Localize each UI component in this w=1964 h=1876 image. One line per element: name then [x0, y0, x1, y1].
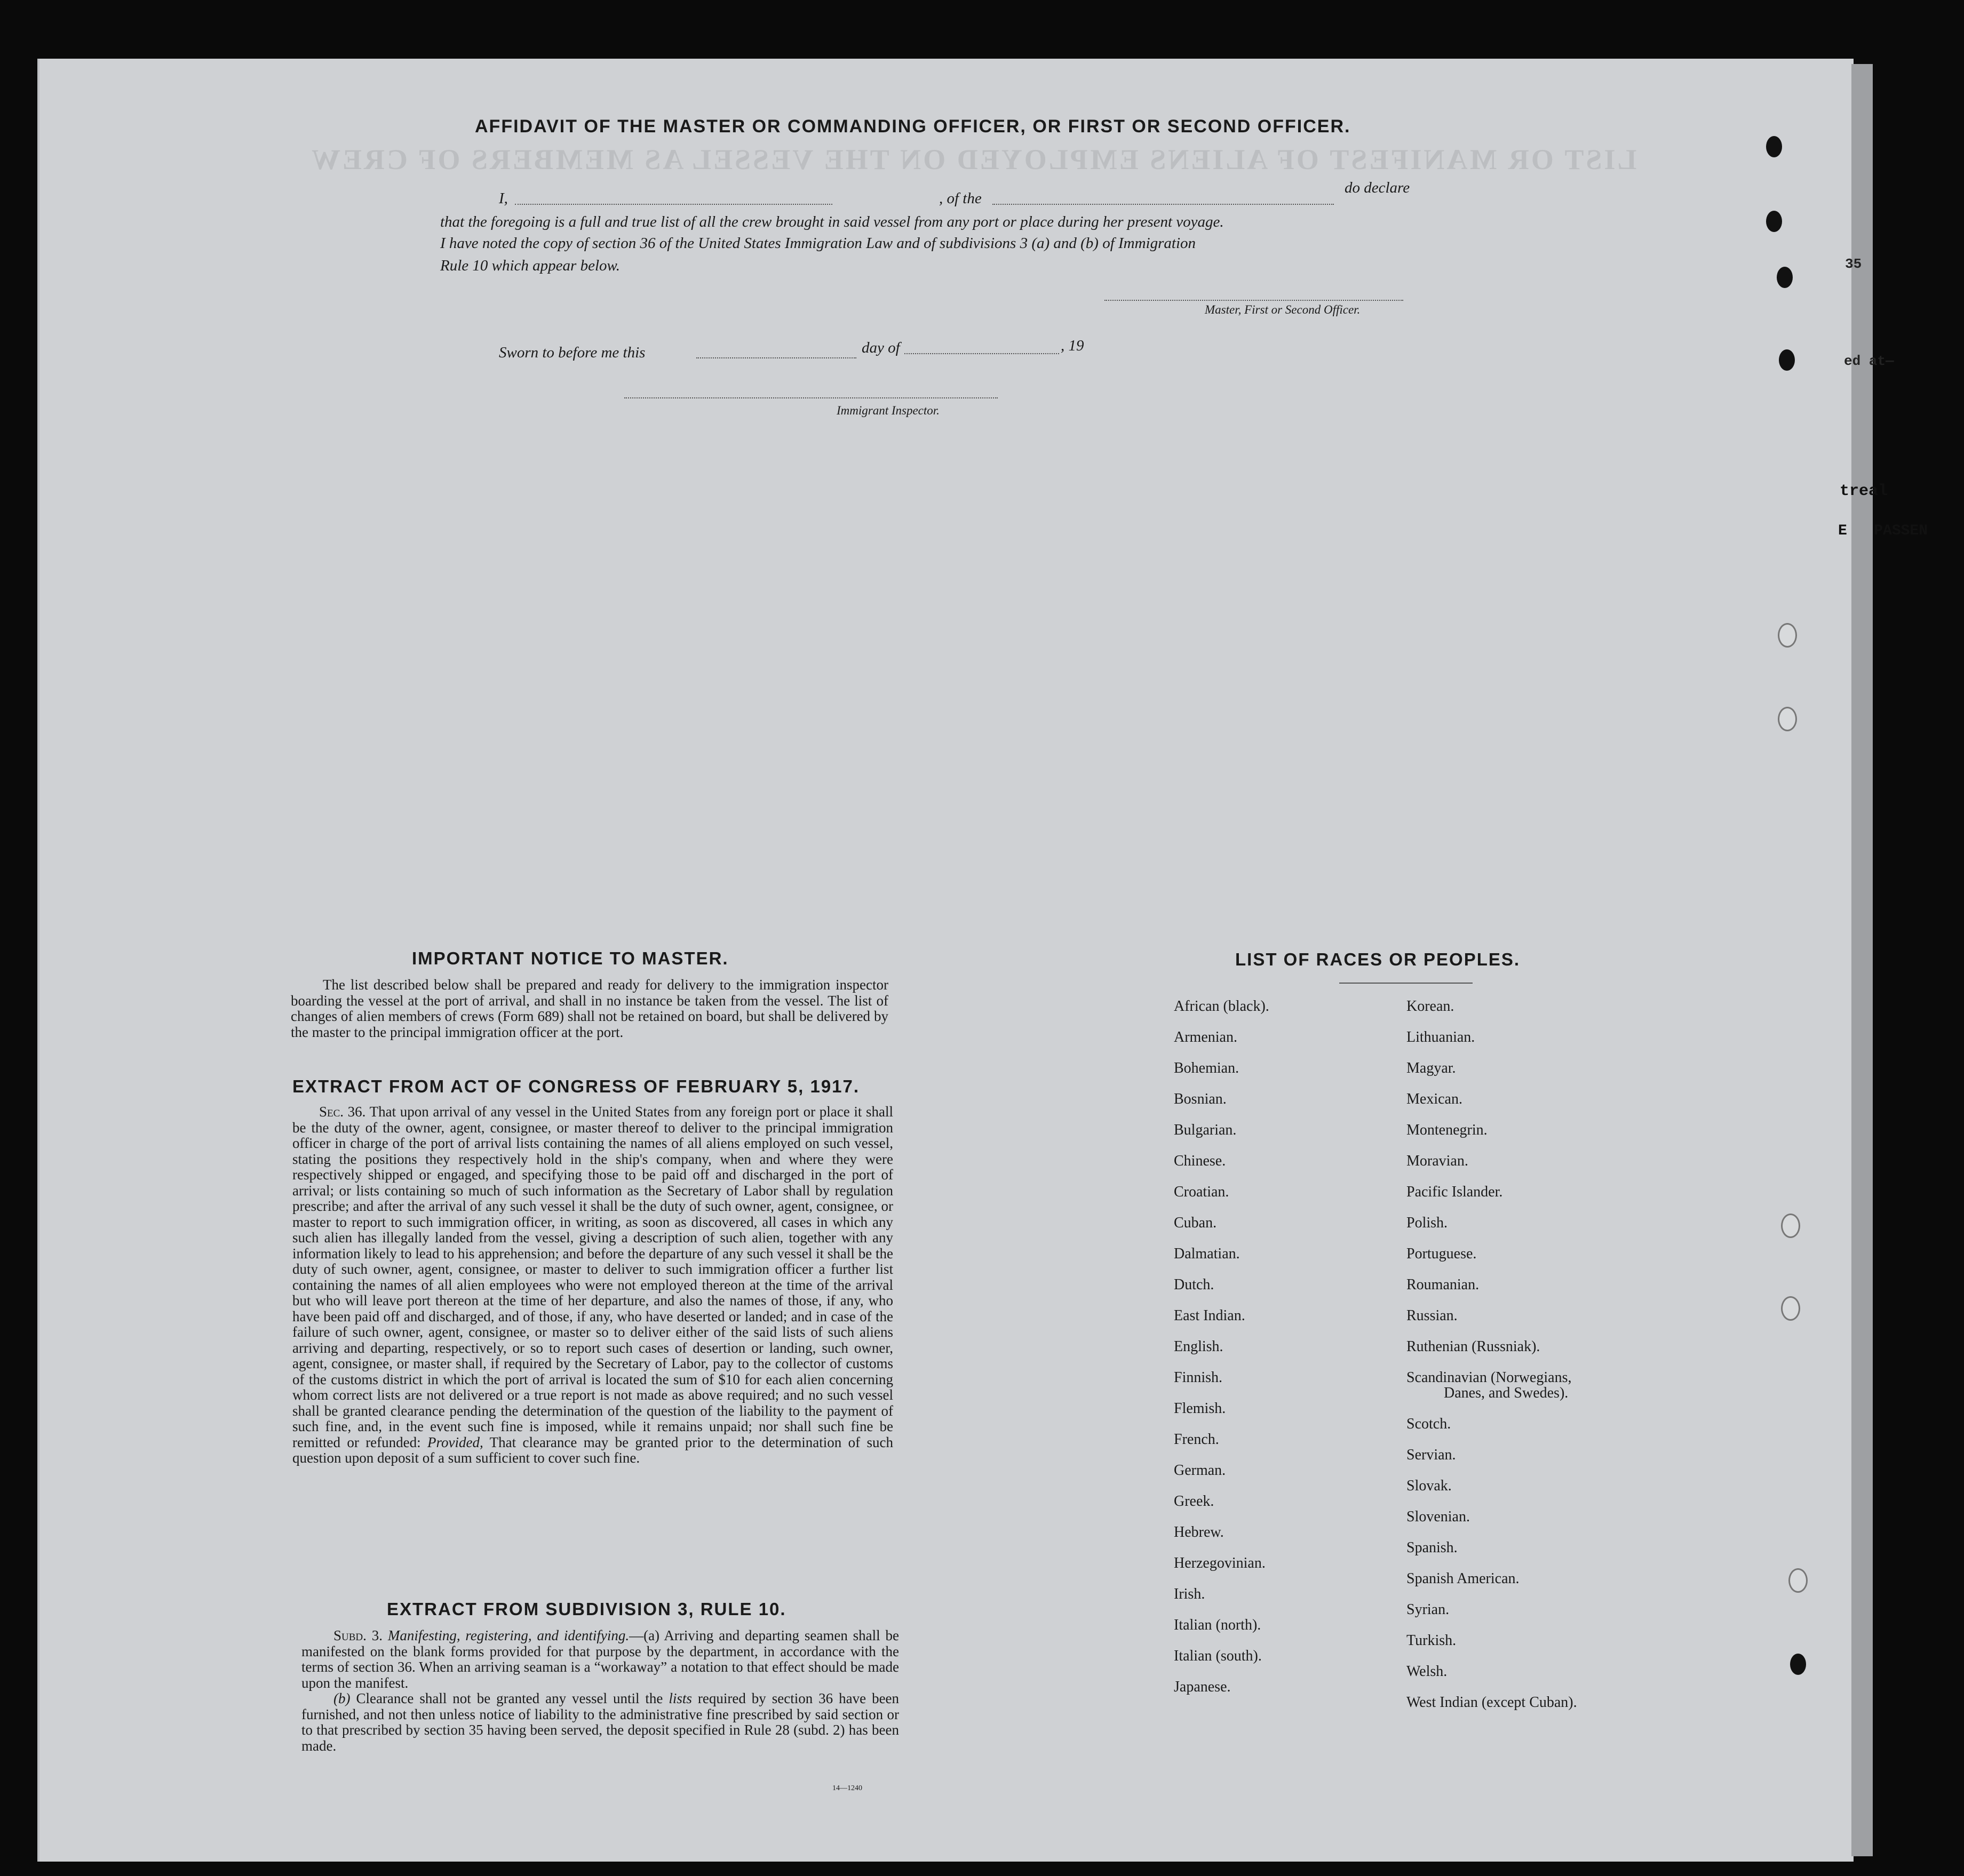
subd-b-text1: Clearance shall not be granted any vessel until the [356, 1690, 663, 1706]
affidavit-vessel-blank [992, 204, 1334, 205]
race-item: Russian. [1406, 1307, 1458, 1324]
race-item: Scotch. [1406, 1416, 1451, 1432]
master-label: Master, First or Second Officer. [1205, 303, 1361, 316]
rule-b [301, 1691, 899, 1754]
notice-text: The list described below shall be prepared and ready for delivery to the immigration inspector boarding the vessel at the port of arrival, and shall in no instance be taken from the vessel. The list of changes of alien members of crews (Form 689) shall not be retained on board, but shall be delivered by the master to the principal immigration officer at the port. [291, 977, 888, 1040]
race-item: Armenian. [1174, 1029, 1237, 1045]
extract-act-text [292, 1104, 893, 1466]
race-item: Servian. [1406, 1447, 1456, 1463]
inspector-signature-line [624, 397, 998, 398]
race-item: Greek. [1174, 1493, 1214, 1510]
affidavit-name-blank [515, 204, 832, 205]
extract-act-body [292, 1104, 893, 1466]
subd-b-text2: required by section 36 have been furnished, and not then unless notice of liability to the administrative fine prescribed by said section or to that prescribed by section 35 having been served, the deposit specified in Rule 28 (subd. 2) has been made. [301, 1690, 900, 1754]
punch-hole [1777, 267, 1793, 288]
punch-hole [1781, 1296, 1800, 1321]
subd-b-label: (b) [333, 1690, 351, 1706]
sec-body-end: That clearance may be granted prior to the determination of such question upon deposit of a sum sufficient to cover such fine. [292, 1434, 893, 1466]
extract-rule-title: EXTRACT FROM SUBDIVISION 3, RULE 10. [387, 1599, 786, 1619]
race-item: Roumanian. [1406, 1276, 1480, 1293]
subd-a-text: —(a) Arriving and departing seamen shall be manifested on the blank forms provided for that purpose by the department, in accordance with the terms of section 36. When an arriving seaman is a “workaway” a notation to that effect should be made upon the manifest. [301, 1627, 899, 1691]
subd-label: Subd. 3. [333, 1627, 383, 1643]
bleed-right-treal: treal [1840, 482, 1888, 500]
race-item: English. [1174, 1338, 1223, 1355]
form-number: 14—1240 [832, 1784, 862, 1792]
race-item: Scandinavian (Norwegians, [1406, 1369, 1572, 1386]
punch-hole [1766, 136, 1782, 157]
bleed-through-title: LIST OR MANIFEST OF ALIENS EMPLOYED ON THE VESSEL AS MEMBERS OF CREW [309, 143, 1637, 175]
race-item: Bulgarian. [1174, 1122, 1237, 1138]
race-item: African (black). [1174, 998, 1269, 1015]
race-item: Montenegrin. [1406, 1122, 1488, 1138]
race-item: Mexican. [1406, 1091, 1462, 1107]
race-item: French. [1174, 1431, 1219, 1448]
race-item: Bosnian. [1174, 1091, 1227, 1107]
sworn-day-blank [696, 357, 856, 358]
affidavit-line1-of-the: , of the [939, 190, 982, 207]
race-item: Welsh. [1406, 1663, 1448, 1680]
document-page [37, 59, 1854, 1862]
notice-title: IMPORTANT NOTICE TO MASTER. [412, 948, 729, 968]
affidavit-title: AFFIDAVIT OF THE MASTER OR COMMANDING OFFICER, OR FIRST OR SECOND OFFICER. [475, 116, 1351, 137]
extract-rule-body [301, 1628, 899, 1754]
races-column-2 [1406, 991, 1577, 1718]
race-item: Croatian. [1174, 1184, 1229, 1200]
race-item: Hebrew. [1174, 1524, 1224, 1540]
races-title: LIST OF RACES OR PEOPLES. [1235, 949, 1521, 969]
race-item: Magyar. [1406, 1060, 1456, 1076]
subd-title: Manifesting, registering, and identifying. [387, 1627, 630, 1643]
affidavit-line4: Rule 10 which appear below. [440, 257, 620, 274]
affidavit-line3: I have noted the copy of section 36 of the United States Immigration Law and of subdivisions 3 (a) and (b) of Immigration [440, 235, 1196, 252]
punch-hole [1781, 1214, 1800, 1238]
race-item: Moravian. [1406, 1153, 1468, 1169]
page-edge [1851, 64, 1873, 1856]
inspector-label: Immigrant Inspector. [837, 404, 940, 417]
race-item: Cuban. [1174, 1215, 1217, 1231]
race-item: Herzegovinian. [1174, 1555, 1266, 1571]
punch-hole [1766, 211, 1782, 232]
race-item: Dutch. [1174, 1276, 1214, 1293]
punch-hole [1788, 1568, 1808, 1593]
extract-act-title: EXTRACT FROM ACT OF CONGRESS OF FEBRUARY 5, 1917. [292, 1076, 860, 1096]
sworn-year: , 19 [1061, 337, 1084, 354]
race-item: Slovak. [1406, 1478, 1452, 1494]
race-item: Spanish. [1406, 1539, 1458, 1556]
race-item: East Indian. [1174, 1307, 1245, 1324]
race-item: German. [1174, 1462, 1226, 1479]
race-item: Irish. [1174, 1586, 1205, 1602]
races-title-underline [1339, 983, 1473, 984]
race-item: Syrian. [1406, 1601, 1450, 1618]
bleed-right-ed-at: ed at— [1844, 353, 1894, 369]
race-item: Italian (south). [1174, 1648, 1262, 1664]
race-item: Turkish. [1406, 1632, 1457, 1649]
sworn-month-blank [904, 353, 1059, 354]
race-item: Spanish American. [1406, 1570, 1520, 1587]
master-signature-line [1104, 300, 1403, 301]
race-item: Japanese. [1174, 1679, 1231, 1695]
race-item: Ruthenian (Russniak). [1406, 1338, 1540, 1355]
affidavit-line2: that the foregoing is a full and true list of all the crew brought in said vessel from any port or place during her present voyage. [440, 213, 1224, 230]
race-item: Dalmatian. [1174, 1246, 1240, 1262]
race-item: Pacific Islander. [1406, 1184, 1503, 1200]
race-item: Bohemian. [1174, 1060, 1239, 1076]
race-item: Chinese. [1174, 1153, 1226, 1169]
race-item: Slovenian. [1406, 1508, 1470, 1525]
race-item: Portuguese. [1406, 1246, 1477, 1262]
sworn-day-of: day of [862, 339, 900, 356]
subd-b-lists: lists [669, 1690, 692, 1706]
race-item: West Indian (except Cuban). [1406, 1694, 1577, 1711]
affidavit-line1-declare: do declare [1345, 179, 1410, 196]
punch-hole [1790, 1654, 1806, 1675]
punch-hole [1778, 707, 1797, 731]
rule-a [301, 1628, 899, 1691]
punch-hole [1779, 349, 1795, 371]
race-item: Polish. [1406, 1215, 1448, 1231]
punch-hole [1778, 623, 1797, 648]
sworn-text: Sworn to before me this [499, 344, 646, 361]
race-item: Korean. [1406, 998, 1454, 1015]
sec-body: That upon arrival of any vessel in the United States from any foreign port or place it shall be the duty of the owner, agent, consignee, or master thereof to deliver to the principal immigration officer in charge of the port of arrival lists containing the names of all aliens employed on such vessel, stating the positions they respectively hold in the ship's company, when and where they were respectively shipped or engaged, and specifying those to be paid off and discharged in the port of arrival; or lists containing so much of such information as the Secretary of Labor shall by regulation prescribe; and after the arrival of any such vessel it shall be the duty of such owner, agent, consignee, or master to report to such immigration officer, in writing, as soon as discovered, all cases in which any such alien has illegally landed from the vessel, giving a description of such alien, together with any information likely to lead to his apprehension; and before the departure of any such vessel it shall be the duty of such owner, agent, consignee, or master to deliver to such immigration officer a further list containing the names of all alien employees who were not employed thereon at the time of the arrival but who will leave port thereon at the time of her departure, and also the names of those, if any, who have been paid off and discharged, and of those, if any, who have deserted or landed; and in case of the failure of such owner, agent, consignee, or master so to deliver either of the said lists of such aliens arriving and departing, respectively, or so to report such cases of desertion or landing, such owner, agent, consignee, or master shall, if required by the Secretary of Labor, pay to the collector of customs of the customs district in which the port of arrival is located the sum of $10 for each alien concerning whom correct lists are not delivered or a true report is not made as above required; and no such vessel shall be granted clearance pending the determination of the question of the liability to the payment of such fine, and, in the event such fine is imposed, while it remains unpaid; nor shall such fine be remitted or refunded: [292, 1104, 894, 1450]
bleed-right-passen: E PASSEN [1838, 523, 1928, 539]
sec-provided: Provided, [427, 1434, 483, 1450]
bleed-right-35: 35 [1845, 256, 1862, 272]
race-item: Finnish. [1174, 1369, 1223, 1386]
race-item: Flemish. [1174, 1400, 1226, 1417]
affidavit-line1-i: I, [499, 190, 508, 207]
race-item: Lithuanian. [1406, 1029, 1475, 1045]
race-item: Danes, and Swedes). [1444, 1385, 1569, 1401]
race-item: Italian (north). [1174, 1617, 1261, 1633]
races-column-1 [1174, 991, 1269, 1703]
notice-body [291, 977, 888, 1040]
sec-label: Sec. 36. [319, 1104, 366, 1120]
